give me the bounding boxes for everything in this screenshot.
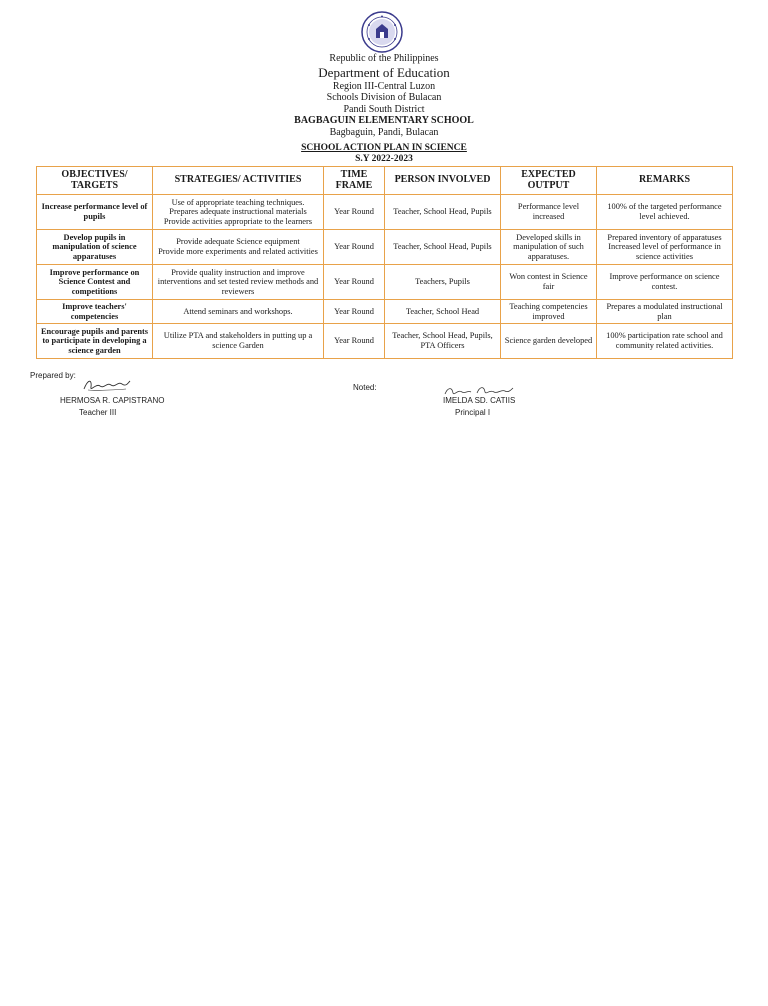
prepared-signature-scribble bbox=[82, 377, 132, 394]
output-cell: Science garden developed bbox=[501, 324, 597, 359]
prepared-by-position: Teacher III bbox=[79, 408, 117, 417]
header-time-frame: TIME FRAME bbox=[324, 167, 385, 195]
strategies-cell bbox=[153, 265, 324, 300]
persons-cell: Teacher, School Head, Pupils bbox=[385, 195, 501, 230]
header-objectives: OBJECTIVES/ TARGETS bbox=[37, 167, 153, 195]
remark-line: Increased level of performance in science activities bbox=[608, 242, 721, 261]
prepared-by-name: HERMOSA R. CAPISTRANO bbox=[60, 396, 165, 405]
table-row bbox=[37, 265, 733, 300]
remarks-cell bbox=[597, 300, 733, 324]
action-plan-table bbox=[36, 166, 733, 359]
school-address: Bagbaguin, Pandi, Bulacan bbox=[329, 126, 439, 138]
strategy-line: Use of appropriate teaching techniques. bbox=[171, 197, 305, 207]
objective-cell: Develop pupils in manipulation of science apparatuses bbox=[37, 230, 153, 265]
persons-cell: Teachers, Pupils bbox=[385, 265, 501, 300]
strategy-line: Prepares adequate instructional materials bbox=[169, 207, 307, 217]
prepared-by-label: Prepared by: bbox=[30, 371, 76, 380]
objective-cell: Increase performance level of pupils bbox=[37, 195, 153, 230]
output-cell: Developed skills in manipulation of such apparatuses. bbox=[501, 230, 597, 265]
noted-label: Noted: bbox=[353, 383, 377, 392]
table-row bbox=[37, 324, 733, 359]
republic-line: Republic of the Philippines bbox=[329, 53, 439, 64]
table-row bbox=[37, 300, 733, 324]
strategies-cell bbox=[153, 230, 324, 265]
time-frame-cell: Year Round bbox=[324, 265, 385, 300]
remark-line: 100% participation rate school and community related activities. bbox=[606, 331, 723, 350]
table-row bbox=[37, 230, 733, 265]
district-line: Pandi South District bbox=[343, 103, 425, 115]
time-frame-cell: Year Round bbox=[324, 230, 385, 265]
table-header-row bbox=[37, 167, 733, 195]
strategies-cell bbox=[153, 324, 324, 359]
strategy-line: Utilize PTA and stakeholders in putting up a science Garden bbox=[163, 331, 313, 350]
plan-title: SCHOOL ACTION PLAN IN SCIENCE bbox=[301, 143, 467, 153]
department-name: Department of Education bbox=[318, 64, 450, 80]
strategies-cell bbox=[153, 195, 324, 230]
deped-seal-logo bbox=[361, 11, 403, 53]
strategy-line: Provide adequate Science equipment bbox=[176, 237, 300, 247]
remark-line: Prepared inventory of apparatuses bbox=[607, 232, 722, 242]
output-cell: Won contest in Science fair bbox=[501, 265, 597, 300]
strategy-line: Attend seminars and workshops. bbox=[183, 306, 293, 316]
strategy-line: Provide more experiments and related activities bbox=[158, 247, 318, 256]
strategies-cell bbox=[153, 300, 324, 324]
header-persons: PERSON INVOLVED bbox=[385, 167, 501, 195]
persons-cell: Teacher, School Head, Pupils, PTA Officers bbox=[385, 324, 501, 359]
strategy-line: Provide quality instruction and improve interventions and set tested review methods and reviewers bbox=[157, 267, 319, 296]
header-remarks: REMARKS bbox=[597, 167, 733, 195]
noted-position: Principal I bbox=[455, 408, 491, 417]
persons-cell: Teacher, School Head bbox=[385, 300, 501, 324]
objective-cell: Encourage pupils and parents to participate in developing a science garden bbox=[37, 324, 153, 359]
division-line: Schools Division of Bulacan bbox=[326, 92, 442, 103]
noted-name: IMELDA SD. CATIIS bbox=[443, 396, 516, 405]
plan-title-block bbox=[0, 143, 768, 165]
strategy-line: Provide activities appropriate to the learners bbox=[163, 216, 313, 226]
school-name: BAGBAGUIN ELEMENTARY SCHOOL bbox=[294, 115, 474, 126]
remark-line: Prepares a modulated instructional plan bbox=[606, 301, 723, 321]
objective-cell: Improve teachers' competencies bbox=[37, 300, 153, 324]
region-line: Region III-Central Luzon bbox=[332, 80, 436, 92]
persons-cell: Teacher, School Head, Pupils bbox=[385, 230, 501, 265]
time-frame-cell: Year Round bbox=[324, 324, 385, 359]
remark-line: 100% of the targeted performance level achieved. bbox=[607, 202, 722, 221]
remarks-cell bbox=[597, 230, 733, 265]
remarks-cell bbox=[597, 324, 733, 359]
output-cell: Teaching competencies improved bbox=[501, 300, 597, 324]
school-year: S.Y 2022-2023 bbox=[355, 154, 413, 164]
output-cell: Performance level increased bbox=[501, 195, 597, 230]
time-frame-cell: Year Round bbox=[324, 195, 385, 230]
remarks-cell bbox=[597, 195, 733, 230]
remark-line: Improve performance on science contest. bbox=[609, 272, 720, 291]
remarks-cell bbox=[597, 265, 733, 300]
header-strategies: STRATEGIES/ ACTIVITIES bbox=[153, 167, 324, 195]
table-row bbox=[37, 195, 733, 230]
header-output: EXPECTED OUTPUT bbox=[501, 167, 597, 195]
letterhead bbox=[0, 53, 768, 138]
time-frame-cell: Year Round bbox=[324, 300, 385, 324]
objective-cell: Improve performance on Science Contest and competitions bbox=[37, 265, 153, 300]
